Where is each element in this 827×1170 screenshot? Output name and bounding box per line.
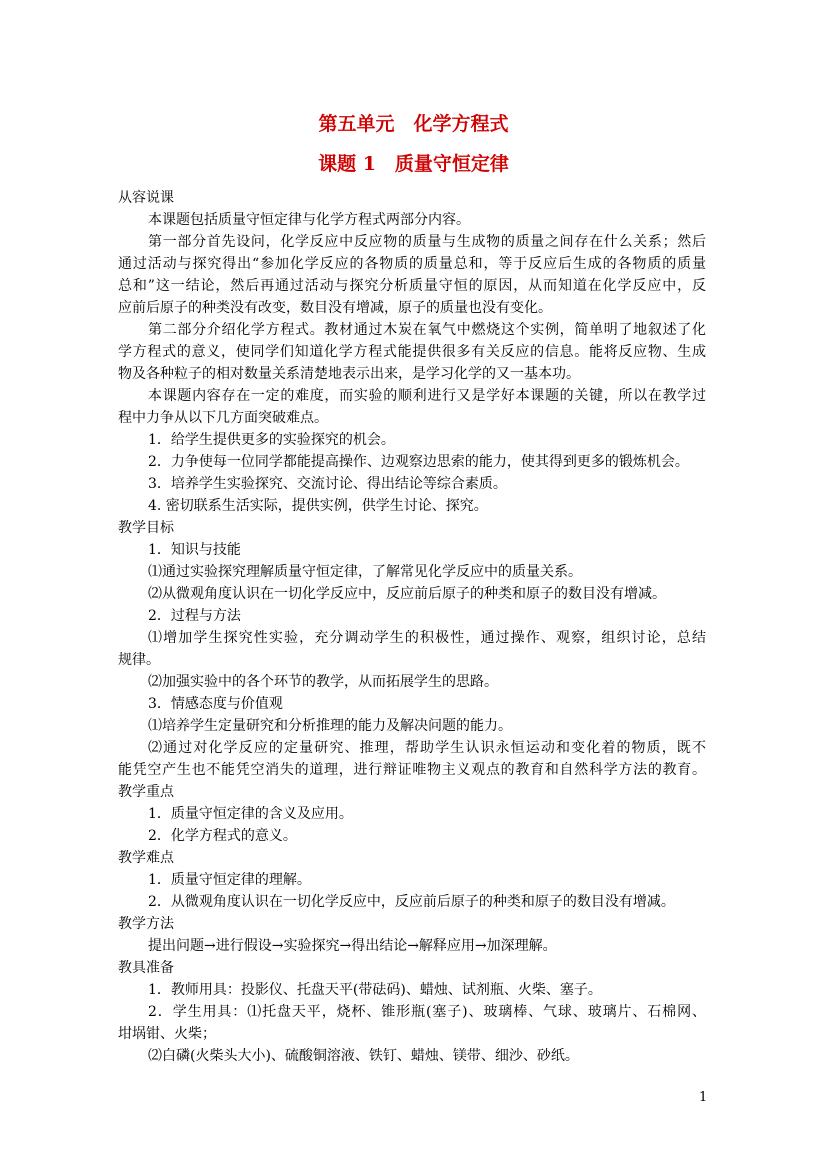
text-line: 能凭空产生也不能凭空消失的道理，进行辩证唯物主义观点的教育和自然科学方法的教育。 <box>118 762 706 778</box>
text-line: 1．质量守恒定律的理解。 <box>148 872 311 888</box>
text-line: ⑴增加学生探究性实验，充分调动学生的积极性，通过操作、观察，组织讨论，总结 <box>148 630 706 646</box>
text-line: 2．过程与方法 <box>148 608 241 624</box>
text-line: 坩埚钳、火柴； <box>118 1026 216 1042</box>
page-number: 1 <box>699 1090 708 1105</box>
text-line: 1．给学生提供更多的实验探究的机会。 <box>148 432 395 448</box>
text-line: ⑵白磷(火柴头大小)、硫酸铜溶液、铁钉、蜡烛、镁带、细沙、砂纸。 <box>148 1048 579 1064</box>
text-line: ⑴通过实验探究理解质量守恒定律，了解常见化学反应中的质量关系。 <box>148 564 582 580</box>
text-line: 1．质量守恒定律的含义及应用。 <box>148 806 353 822</box>
text-line: 2．从微观角度认识在一切化学反应中，反应前后原子的种类和原子的数目没有增减。 <box>148 894 675 910</box>
text-line: 第二部分介绍化学方程式。教材通过木炭在氧气中燃烧这个实例，简单明了地叙述了化 <box>148 322 706 338</box>
text-line: 本课题内容存在一定的难度，而实验的顺利进行又是学好本课题的关键，所以在教学过 <box>148 388 706 404</box>
text-line: 教学重点 <box>118 784 174 800</box>
text-line: 1．知识与技能 <box>148 542 241 558</box>
text-line: ⑵通过对化学反应的定量研究、推理，帮助学生认识永恒运动和变化着的物质，既不 <box>148 740 706 756</box>
text-line: 教学目标 <box>118 520 174 536</box>
text-line: 2．学生用具：⑴托盘天平，烧杯、锥形瓶(塞子)、玻璃棒、气球、玻璃片、石棉网、 <box>148 1004 706 1020</box>
text-line: 应前后原子的种类没有改变，数目没有增减，原子的质量也没有变化。 <box>118 300 552 316</box>
lesson-title: 课题 1 质量守恒定律 <box>318 153 509 175</box>
text-line: ⑴培养学生定量研究和分析推理的能力及解决问题的能力。 <box>148 718 512 734</box>
text-line: 4. 密切联系生活实际，提供实例，供学生讨论、探究。 <box>148 498 488 514</box>
text-line: 3．培养学生实验探究、交流讨论、得出结论等综合素质。 <box>148 476 507 492</box>
unit-title: 第五单元 化学方程式 <box>318 113 509 135</box>
text-line: 2．力争使每一位同学都能提高操作、边观察边思索的能力，使其得到更多的锻炼机会。 <box>148 454 689 470</box>
text-line: 从容说课 <box>118 190 174 206</box>
text-line: 第一部分首先设问，化学反应中反应物的质量与生成物的质量之间存在什么关系；然后 <box>148 234 706 250</box>
text-line: 总和”这一结论，然后再通过活动与探究分析质量守恒的原因，从而知道在化学反应中，反 <box>118 278 706 294</box>
text-line: 教具准备 <box>118 960 174 976</box>
text-line: 教学方法 <box>118 916 174 932</box>
text-line: 2．化学方程式的意义。 <box>148 828 297 844</box>
text-line: 学方程式的意义，使同学们知道化学方程式能提供很多有关反应的信息。能将反应物、生成 <box>118 344 706 360</box>
text-line: ⑵从微观角度认识在一切化学反应中，反应前后原子的种类和原子的数目没有增减。 <box>148 586 666 602</box>
text-line: 规律。 <box>118 652 160 668</box>
text-line: 教学难点 <box>118 850 174 866</box>
text-line: 通过活动与探究得出“参加化学反应的各物质的质量总和，等于反应后生成的各物质的质量 <box>118 256 706 272</box>
text-line: 物及各种粒子的相对数量关系清楚地表示出来，是学习化学的又一基本功。 <box>118 366 580 382</box>
text-line: ⑵加强实验中的各个环节的教学，从而拓展学生的思路。 <box>148 674 498 690</box>
text-line: 提出问题→进行假设→实验探究→得出结论→解释应用→加深理解。 <box>148 938 557 954</box>
text-line: 本课题包括质量守恒定律与化学方程式两部分内容。 <box>148 212 470 228</box>
text-line: 1．教师用具：投影仪、托盘天平(带砝码)、蜡烛、试剂瓶、火柴、塞子。 <box>148 982 602 998</box>
text-line: 程中力争从以下几方面突破难点。 <box>118 410 328 426</box>
text-line: 3．情感态度与价值观 <box>148 696 283 712</box>
